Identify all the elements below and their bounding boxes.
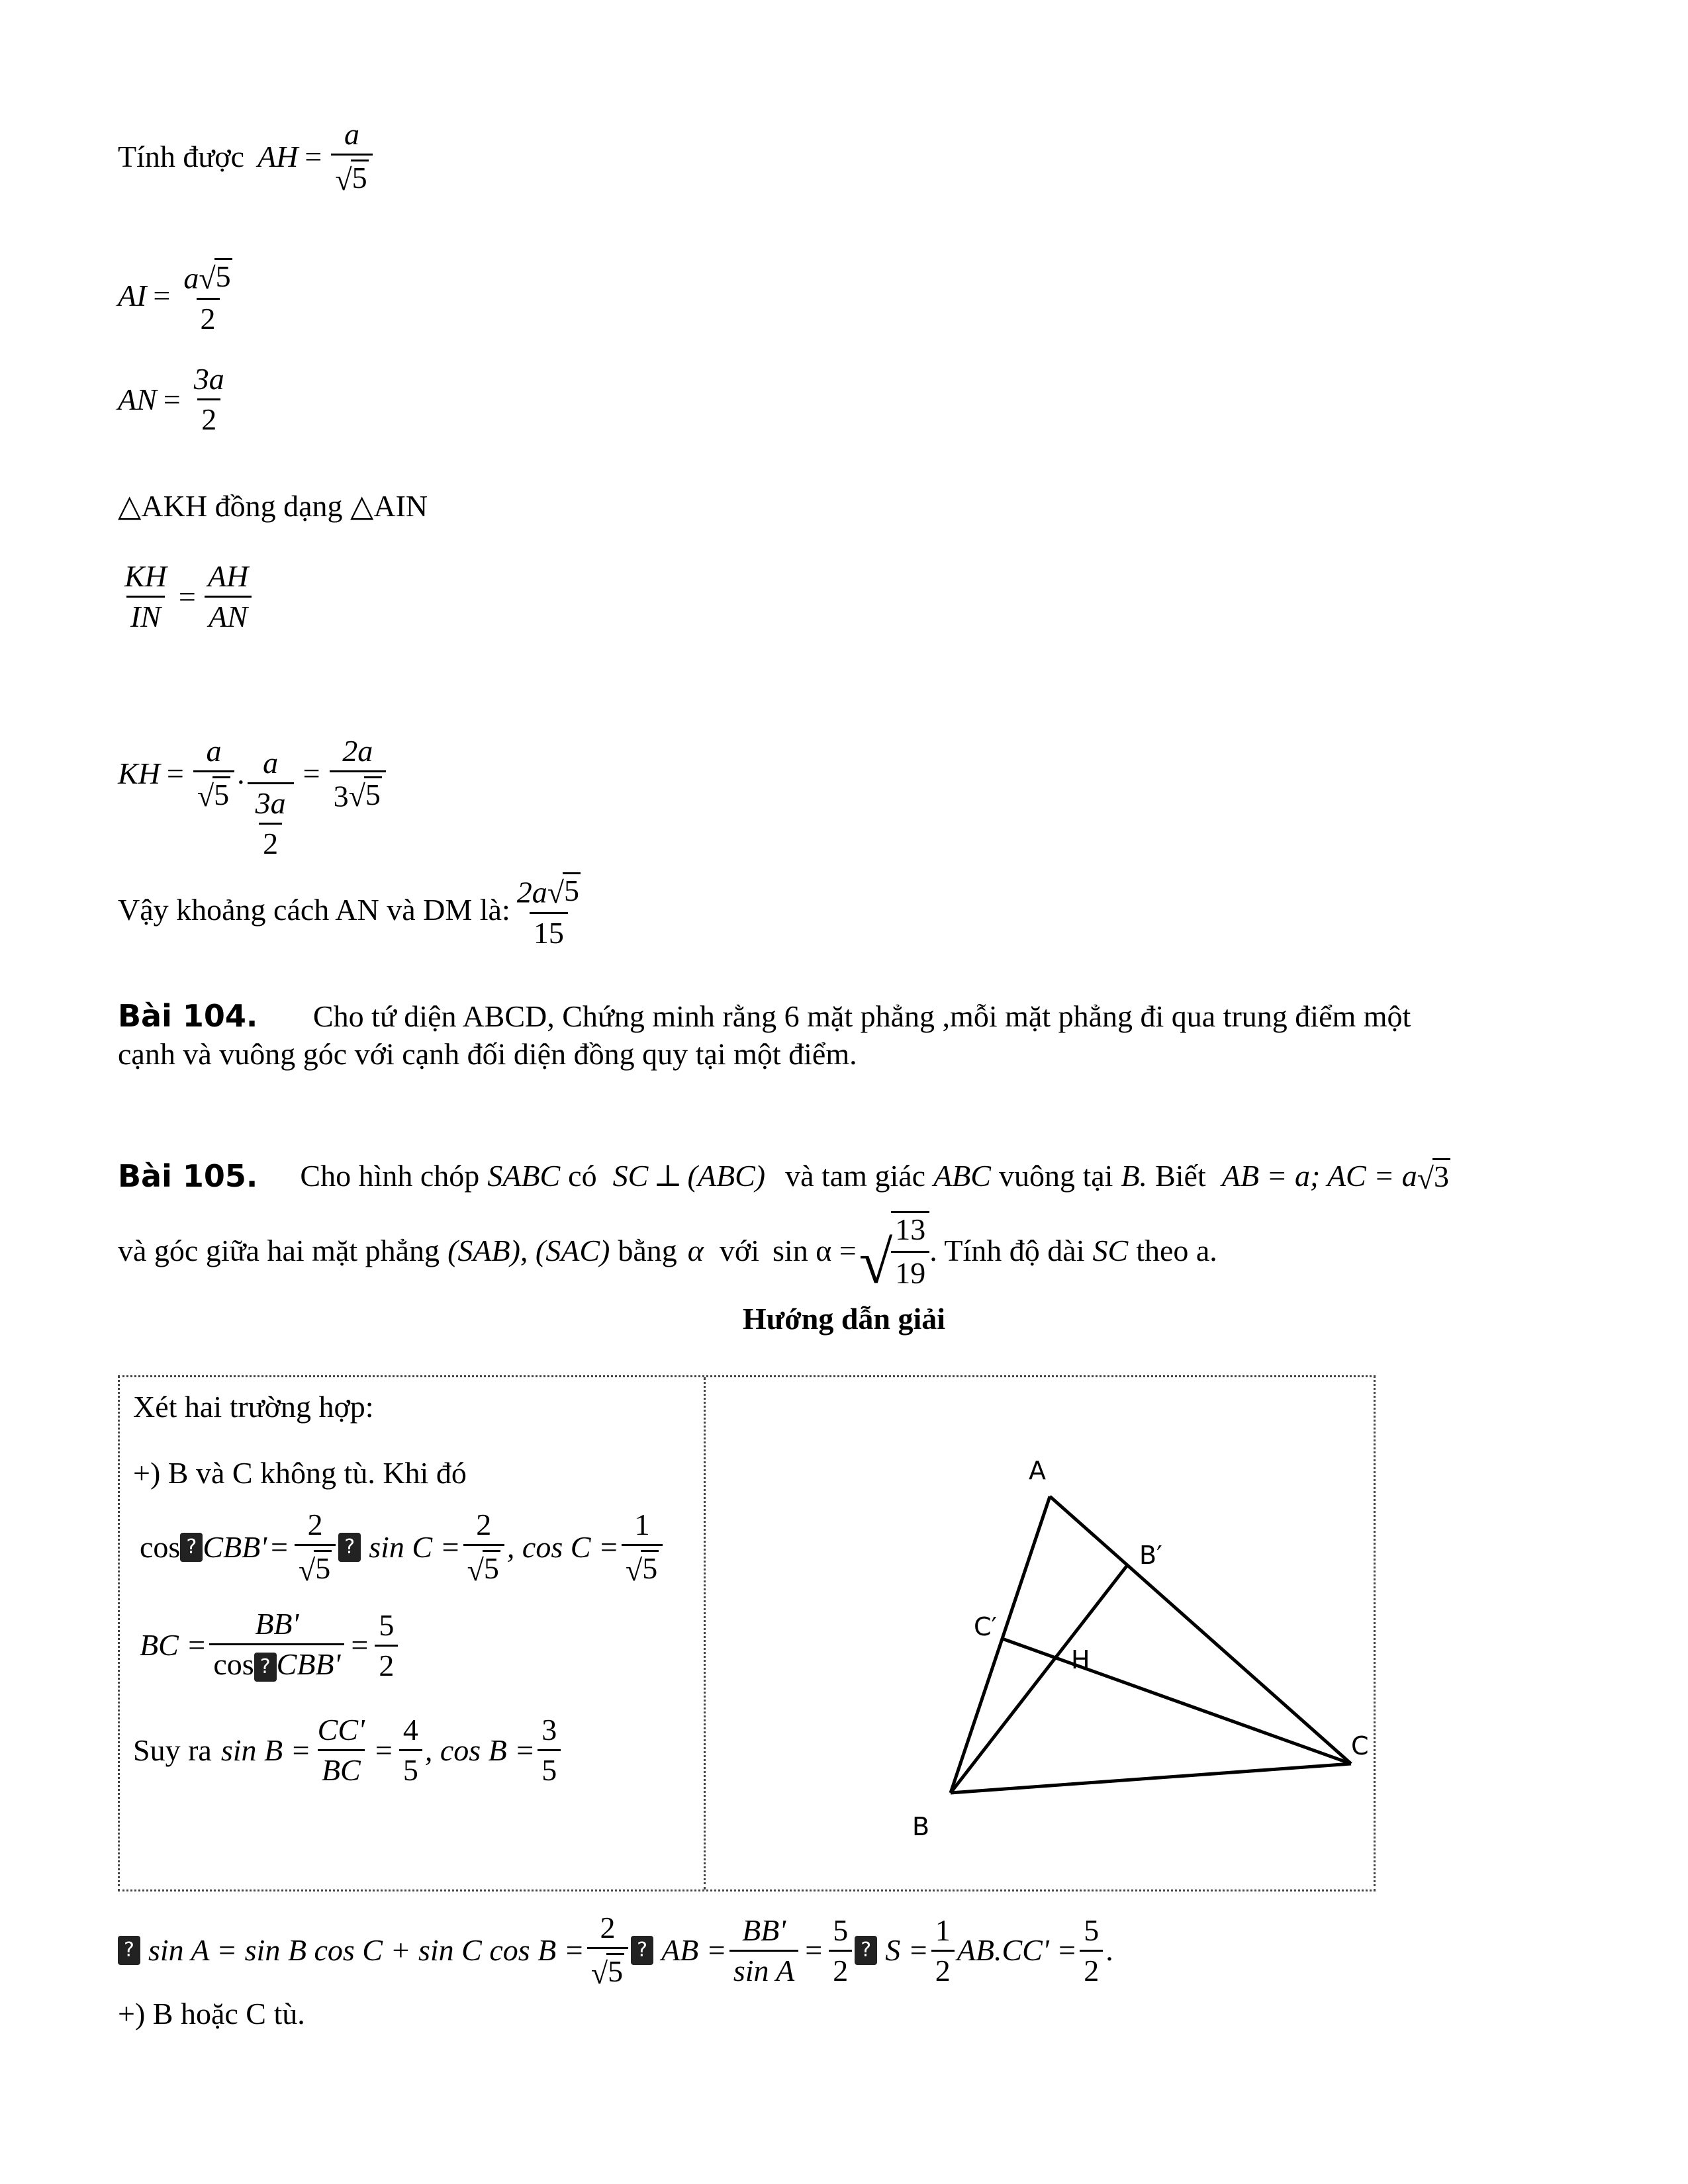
problem-105-label: Bài 105. bbox=[118, 1158, 258, 1194]
b: B. bbox=[1121, 1158, 1148, 1193]
eq-sign: = bbox=[305, 140, 322, 174]
line2-d: . Tính độ dài bbox=[929, 1233, 1085, 1267]
triangle-icon: △ bbox=[118, 489, 142, 523]
planes: (SAB), (SAC) bbox=[447, 1233, 610, 1267]
suyra-d3: 5 bbox=[538, 1749, 561, 1786]
cos-n1: 2 bbox=[307, 1508, 323, 1541]
label-h: H bbox=[1071, 1645, 1090, 1674]
suyra-n1: CC' bbox=[317, 1713, 365, 1747]
line2-a: và góc giữa hai mặt phẳng bbox=[118, 1233, 440, 1267]
kh-d3-rad: 5 bbox=[365, 777, 381, 811]
cond-rad: 3 bbox=[1434, 1160, 1450, 1193]
ai-num-a: a bbox=[183, 261, 199, 295]
bc-frac bbox=[209, 1609, 344, 1682]
suyra-frac-2 bbox=[399, 1715, 422, 1786]
suyra-frac-3 bbox=[538, 1715, 561, 1786]
final-d4: 2 bbox=[931, 1950, 955, 1986]
label-a: A bbox=[1029, 1456, 1046, 1485]
label-bp: B′ bbox=[1139, 1541, 1162, 1570]
case-2: +) B hoặc C tù. bbox=[118, 1997, 305, 2030]
tri2: AIN bbox=[373, 489, 428, 523]
kh-n3: 2a bbox=[342, 733, 373, 768]
conclusion-den: 15 bbox=[530, 912, 568, 948]
line2-e: theo a. bbox=[1136, 1233, 1217, 1267]
kh-formula bbox=[118, 688, 389, 859]
final-n3: 5 bbox=[833, 1913, 849, 1947]
final-n2: BB' bbox=[742, 1913, 786, 1947]
an-lhs: AN bbox=[118, 382, 157, 416]
final-d2: sin A bbox=[729, 1950, 798, 1986]
final-d5: 2 bbox=[1080, 1950, 1103, 1986]
ai-den: 2 bbox=[197, 298, 220, 334]
sin-den: 19 bbox=[891, 1251, 929, 1291]
dot: . bbox=[1105, 1933, 1113, 1968]
cos-r3: 5 bbox=[642, 1551, 658, 1585]
conclusion-num-a: 2a bbox=[516, 875, 547, 909]
cos-frac-3: 1 √ 5 bbox=[622, 1510, 663, 1586]
t4: Biết bbox=[1155, 1158, 1206, 1193]
s: S = bbox=[885, 1933, 929, 1968]
eq-sign: = bbox=[153, 279, 171, 313]
given-condition: AB = a; AC = a bbox=[1221, 1158, 1417, 1193]
final-n5: 5 bbox=[1084, 1913, 1100, 1947]
an-formula bbox=[118, 364, 231, 435]
an-den: 2 bbox=[197, 398, 220, 435]
kh-frac-3: 2a 3 √ 5 bbox=[330, 736, 386, 812]
ai-num-rad: 5 bbox=[215, 259, 231, 293]
ah-fraction: a √ 5 bbox=[331, 119, 372, 195]
eq-sign: = bbox=[303, 756, 320, 790]
t2: và tam giác bbox=[785, 1158, 926, 1193]
final-d3: 2 bbox=[829, 1950, 852, 1986]
case-intro: Xét hai trường hợp: bbox=[133, 1390, 374, 1424]
ai-formula bbox=[118, 258, 239, 334]
label-c: C bbox=[1351, 1731, 1369, 1760]
bc-den-cbb: CBB' bbox=[276, 1647, 341, 1681]
ratio-frac-2 bbox=[204, 561, 252, 632]
eq-sign: = bbox=[375, 1733, 393, 1767]
side-bc bbox=[951, 1764, 1351, 1793]
kh-lhs: KH bbox=[118, 756, 160, 790]
ab: AB = bbox=[661, 1933, 727, 1968]
ah-formula bbox=[118, 119, 375, 195]
similar-text: đồng dạng bbox=[214, 489, 343, 523]
tri1: AKH bbox=[141, 489, 208, 523]
bc-line bbox=[140, 1609, 400, 1682]
bc-den-cos: cos bbox=[213, 1647, 254, 1681]
final-n1: 2 bbox=[600, 1911, 616, 1944]
eq-sign: = bbox=[805, 1933, 823, 1968]
label-b: B bbox=[912, 1812, 930, 1841]
cos-frac-2: 2 √ 5 bbox=[463, 1510, 504, 1586]
missing-glyph-icon: ? bbox=[855, 1936, 877, 1965]
solution-cell bbox=[120, 1377, 702, 1889]
t1: Cho hình chóp bbox=[300, 1158, 480, 1193]
an-num: 3a bbox=[193, 362, 224, 396]
intro-label: Tính được bbox=[118, 140, 245, 174]
perp-symbol: ⊥ bbox=[653, 1158, 682, 1193]
final-frac-1: 2 √ 5 bbox=[587, 1913, 628, 1989]
missing-glyph-icon: ? bbox=[631, 1936, 653, 1965]
ratio-frac-1 bbox=[120, 561, 171, 632]
missing-glyph-icon: ? bbox=[118, 1936, 140, 1965]
suyra-n3: 3 bbox=[541, 1713, 557, 1747]
altitude-bb bbox=[951, 1565, 1127, 1793]
similar-statement bbox=[118, 491, 428, 522]
kh-a1: a bbox=[206, 733, 222, 768]
an-fraction bbox=[190, 364, 228, 435]
abc-paren: (ABC) bbox=[687, 1158, 766, 1193]
line2-c: với bbox=[719, 1233, 760, 1267]
final-r1: 5 bbox=[608, 1954, 624, 1988]
suyra-label: Suy ra bbox=[133, 1733, 212, 1767]
ah-num: a bbox=[344, 117, 359, 151]
guide-title: Hướng dẫn giải bbox=[742, 1302, 946, 1336]
ratio-d2: AN bbox=[205, 596, 252, 632]
ah-rad: 5 bbox=[352, 161, 367, 195]
kh-sub-num: 3a bbox=[255, 786, 286, 820]
ratio-formula bbox=[118, 561, 255, 632]
missing-glyph-icon: ? bbox=[180, 1533, 203, 1562]
kh-rad1: 5 bbox=[214, 777, 230, 811]
sin-num: 13 bbox=[895, 1212, 926, 1246]
suyra-d2: 5 bbox=[399, 1749, 422, 1786]
eq-sign: = bbox=[351, 1628, 369, 1662]
bc-frac-2 bbox=[375, 1610, 398, 1681]
side-ab bbox=[951, 1496, 1050, 1793]
cbb: CBB' bbox=[203, 1530, 267, 1565]
altitude-cc bbox=[1002, 1639, 1351, 1764]
kh-sub-frac bbox=[252, 788, 290, 859]
kh-a2: a bbox=[263, 746, 279, 780]
kh-frac-1: a √ 5 bbox=[193, 736, 234, 812]
suyra-d1: BC bbox=[318, 1749, 365, 1786]
sc: SC bbox=[612, 1158, 649, 1193]
case-1: +) B và C không tù. Khi đó bbox=[133, 1456, 467, 1490]
ratio-n2: AH bbox=[207, 559, 249, 593]
missing-glyph-icon: ? bbox=[338, 1533, 361, 1562]
cos-frac-1: 2 √ 5 bbox=[295, 1510, 336, 1586]
suyra-n2: 4 bbox=[402, 1713, 418, 1747]
cosc: , cos C = bbox=[506, 1530, 619, 1565]
problem-104-label: Bài 104. bbox=[118, 998, 258, 1034]
alpha: α bbox=[687, 1233, 704, 1267]
co: có bbox=[568, 1158, 597, 1193]
label-cp: C′ bbox=[974, 1612, 998, 1641]
sinb: sin B = bbox=[220, 1733, 311, 1767]
kh-d3-coef: 3 bbox=[333, 779, 349, 813]
bc-n: 5 bbox=[379, 1608, 395, 1642]
problem-104-line-2: cạnh và vuông góc với cạnh đối diện đồng quy tại một điểm. bbox=[118, 1037, 857, 1071]
cos-n2: 2 bbox=[476, 1508, 492, 1541]
cos-n3: 1 bbox=[634, 1508, 650, 1541]
cos-r1: 5 bbox=[315, 1551, 331, 1585]
conclusion-frac: 2a √ 5 15 bbox=[516, 874, 579, 950]
bc-lhs: BC = bbox=[140, 1628, 207, 1662]
final-frac-3 bbox=[829, 1915, 852, 1986]
final-frac-4 bbox=[931, 1915, 955, 1986]
suyra-frac-1 bbox=[314, 1715, 369, 1786]
ai-fraction: a √ 5 2 bbox=[183, 259, 231, 336]
problem-105-line-1: Bài 105. Cho hình chóp SABC có SC ⊥ (ABC) và tam giác ABC vuông tại B. Biết AB = a; AC = a √ 3 bbox=[118, 1158, 1450, 1195]
problem-104 bbox=[118, 998, 1411, 1034]
t3: vuông tại bbox=[998, 1158, 1113, 1193]
sinc: sin C = bbox=[369, 1530, 461, 1565]
triangle-figure bbox=[706, 1377, 1374, 1889]
solution-table bbox=[118, 1375, 1376, 1891]
bc-num: BB' bbox=[255, 1607, 299, 1641]
final-line bbox=[118, 1913, 1113, 1989]
sc2: SC bbox=[1092, 1233, 1129, 1267]
sabc: SABC bbox=[487, 1158, 561, 1193]
final-frac-5 bbox=[1080, 1915, 1103, 1986]
missing-glyph-icon: ? bbox=[254, 1653, 277, 1682]
problem-104-text-1: Cho tứ diện ABCD, Chứng minh rằng 6 mặt phẳng ,mỗi mặt phẳng đi qua trung điểm một bbox=[312, 999, 1411, 1033]
line2-b: bằng bbox=[618, 1233, 677, 1267]
ah-lhs: AH bbox=[258, 140, 299, 174]
eq-sign: = bbox=[163, 382, 181, 416]
cos-line bbox=[140, 1510, 665, 1586]
side-ca bbox=[1050, 1496, 1351, 1764]
cos: cos bbox=[140, 1530, 181, 1565]
final-n4: 1 bbox=[935, 1913, 951, 1947]
problem-105-line-2: và góc giữa hai mặt phẳng (SAB), (SAC) bằng α với sin α = √ $\frac{13}{19}$ . Tính độ dài SC theo a. bbox=[118, 1212, 1217, 1297]
bc-d: 2 bbox=[375, 1645, 398, 1681]
sin-alpha: sin α = bbox=[773, 1233, 857, 1267]
eq-sign: = bbox=[166, 756, 184, 790]
eq-sign: = bbox=[178, 579, 196, 614]
ai-lhs: AI bbox=[118, 279, 147, 313]
cos-r2: 5 bbox=[483, 1551, 499, 1585]
kh-sub-den: 2 bbox=[259, 823, 282, 859]
eq-sign: = bbox=[271, 1530, 288, 1565]
suyra-line bbox=[133, 1715, 563, 1786]
abc: ABC bbox=[933, 1158, 991, 1193]
final-frac-2 bbox=[729, 1915, 798, 1986]
dot: . bbox=[237, 756, 245, 790]
triangle-icon: △ bbox=[350, 489, 374, 523]
ratio-n1: KH bbox=[124, 559, 167, 593]
conclusion-num-rad: 5 bbox=[563, 874, 579, 907]
kh-frac-2 bbox=[248, 748, 294, 859]
sina: sin A = sin B cos C + sin C cos B = bbox=[148, 1933, 585, 1968]
conclusion bbox=[118, 872, 587, 948]
conclusion-text: Vậy khoảng cách AN và DM là: bbox=[118, 893, 510, 927]
abcc: AB.CC' = bbox=[957, 1933, 1078, 1968]
ratio-d1: IN bbox=[126, 596, 165, 632]
cosb: , cos B = bbox=[424, 1733, 536, 1767]
